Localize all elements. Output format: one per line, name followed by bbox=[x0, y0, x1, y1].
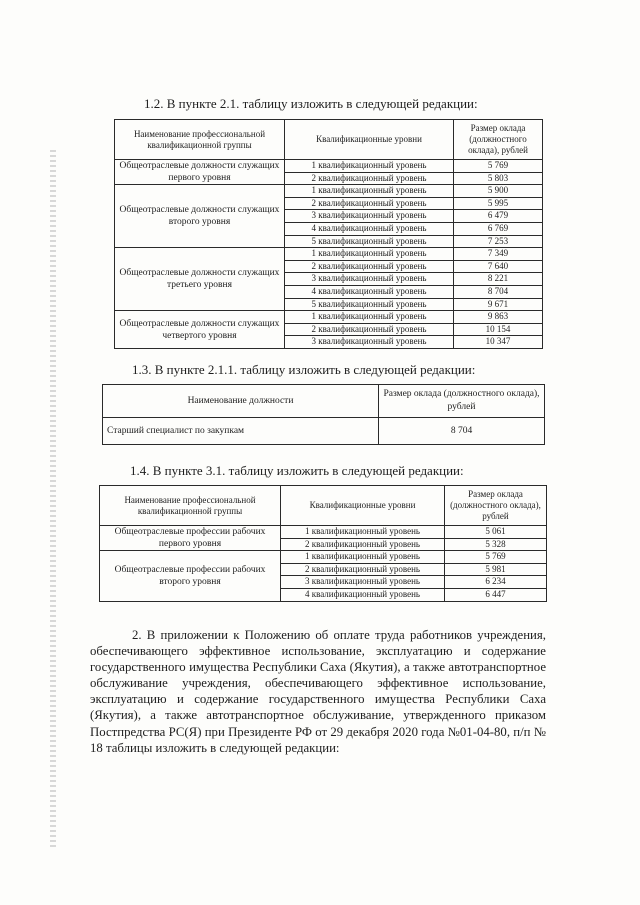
salary-value: 8 221 bbox=[454, 273, 543, 286]
position-name: Старший специалист по закупкам bbox=[103, 418, 379, 445]
salary-value: 5 769 bbox=[445, 551, 547, 564]
salary-value: 8 704 bbox=[454, 285, 543, 298]
table-row bbox=[115, 311, 543, 324]
qualification-level: 1 квалификационный уровень bbox=[281, 551, 445, 564]
salary-value: 5 061 bbox=[445, 526, 547, 539]
col-header-levels: Квалификационные уровни bbox=[285, 120, 454, 160]
section-1-3-heading: 1.3. В пункте 2.1.1. таблицу изложить в следующей редакции: bbox=[132, 362, 476, 377]
salary-value: 5 995 bbox=[454, 197, 543, 210]
table-body bbox=[115, 160, 543, 349]
qualification-level: 3 квалификационный уровень bbox=[285, 336, 454, 349]
paragraph-2-text: 2. В приложении к Положению об оплате труда работников учреждения, обеспечивающего эффективное использование, эксплуатацию и содержание государственного имущества Республики Саха (Якутия), а также автотранспортное обслуживание учреждения, обеспечивающего эффективное использование, эксплуатацию и содержание государственного имущества Республики Саха (Якутия), а также автотранспортное обслуживание, утвержденного приказом Постпредства РС(Я) при Президенте РФ от 29 декабря 2020 года №01-04-80, п/п № 18 таблицы изложить в следующей редакции: bbox=[90, 628, 546, 755]
col-header-position: Наименование должности bbox=[103, 385, 379, 418]
qualification-level: 5 квалификационный уровень bbox=[285, 235, 454, 248]
salary-value: 10 347 bbox=[454, 336, 543, 349]
qualification-level: 2 квалификационный уровень bbox=[281, 538, 445, 551]
group-name: Общеотраслевые должности служащих первого уровня bbox=[115, 160, 285, 185]
group-name: Общеотраслевые профессии рабочих первого уровня bbox=[100, 526, 281, 551]
salary-value: 7 253 bbox=[454, 235, 543, 248]
salary-value: 5 769 bbox=[454, 160, 543, 173]
salary-value: 6 769 bbox=[454, 222, 543, 235]
col-header-salary: Размер оклада (должностного оклада), рублей bbox=[379, 385, 545, 418]
qualification-level: 2 квалификационный уровень bbox=[281, 563, 445, 576]
qualification-level: 4 квалификационный уровень bbox=[285, 285, 454, 298]
qualification-level: 1 квалификационный уровень bbox=[285, 185, 454, 198]
scan-edge-shadow bbox=[50, 150, 56, 850]
table-row bbox=[100, 551, 547, 564]
qualification-level: 4 квалификационный уровень bbox=[281, 588, 445, 601]
table-row bbox=[103, 418, 545, 445]
paragraph-2 bbox=[90, 627, 546, 756]
qualification-level: 3 квалификационный уровень bbox=[285, 210, 454, 223]
group-name: Общеотраслевые должности служащих четвертого уровня bbox=[115, 311, 285, 349]
salary-value: 7 349 bbox=[454, 248, 543, 261]
group-name: Общеотраслевые должности служащих второго уровня bbox=[115, 185, 285, 248]
salary-value: 9 671 bbox=[454, 298, 543, 311]
qualification-level: 2 квалификационный уровень bbox=[285, 172, 454, 185]
qualification-level: 1 квалификационный уровень bbox=[285, 311, 454, 324]
table-row bbox=[115, 248, 543, 261]
position-table-1-3 bbox=[102, 384, 545, 445]
salary-value: 9 863 bbox=[454, 311, 543, 324]
group-name: Общеотраслевые профессии рабочих второго уровня bbox=[100, 551, 281, 601]
qualification-level: 1 квалификационный уровень bbox=[285, 160, 454, 173]
qualification-level: 5 квалификационный уровень bbox=[285, 298, 454, 311]
col-header-levels: Квалификационные уровни bbox=[281, 486, 445, 526]
salary-value: 5 981 bbox=[445, 563, 547, 576]
qualification-level: 3 квалификационный уровень bbox=[285, 273, 454, 286]
qualification-level: 2 квалификационный уровень bbox=[285, 323, 454, 336]
salary-value: 5 900 bbox=[454, 185, 543, 198]
col-header-group: Наименование профессиональной квалификационной группы bbox=[115, 120, 285, 160]
section-1-4-heading: 1.4. В пункте 3.1. таблицу изложить в следующей редакции: bbox=[130, 463, 464, 478]
table-row bbox=[115, 185, 543, 198]
qualification-table-1-4 bbox=[99, 485, 547, 602]
salary-value: 6 479 bbox=[454, 210, 543, 223]
qualification-level: 3 квалификационный уровень bbox=[281, 576, 445, 589]
salary-value: 5 803 bbox=[454, 172, 543, 185]
col-header-salary: Размер оклада (должностного оклада), рублей bbox=[445, 486, 547, 526]
table-row bbox=[100, 526, 547, 539]
col-header-salary: Размер оклада (должностного оклада), рублей bbox=[454, 120, 543, 160]
group-name: Общеотраслевые должности служащих третьего уровня bbox=[115, 248, 285, 311]
qualification-table-1-2 bbox=[114, 119, 543, 349]
table-row bbox=[115, 160, 543, 173]
qualification-level: 1 квалификационный уровень bbox=[285, 248, 454, 261]
qualification-level: 4 квалификационный уровень bbox=[285, 222, 454, 235]
section-1-2-heading: 1.2. В пункте 2.1. таблицу изложить в следующей редакции: bbox=[144, 96, 478, 111]
salary-value: 8 704 bbox=[379, 418, 545, 445]
qualification-level: 2 квалификационный уровень bbox=[285, 197, 454, 210]
qualification-level: 1 квалификационный уровень bbox=[281, 526, 445, 539]
salary-value: 7 640 bbox=[454, 260, 543, 273]
salary-value: 10 154 bbox=[454, 323, 543, 336]
salary-value: 6 447 bbox=[445, 588, 547, 601]
col-header-group: Наименование профессиональной квалификационной группы bbox=[100, 486, 281, 526]
table-body bbox=[100, 526, 547, 602]
salary-value: 5 328 bbox=[445, 538, 547, 551]
salary-value: 6 234 bbox=[445, 576, 547, 589]
qualification-level: 2 квалификационный уровень bbox=[285, 260, 454, 273]
